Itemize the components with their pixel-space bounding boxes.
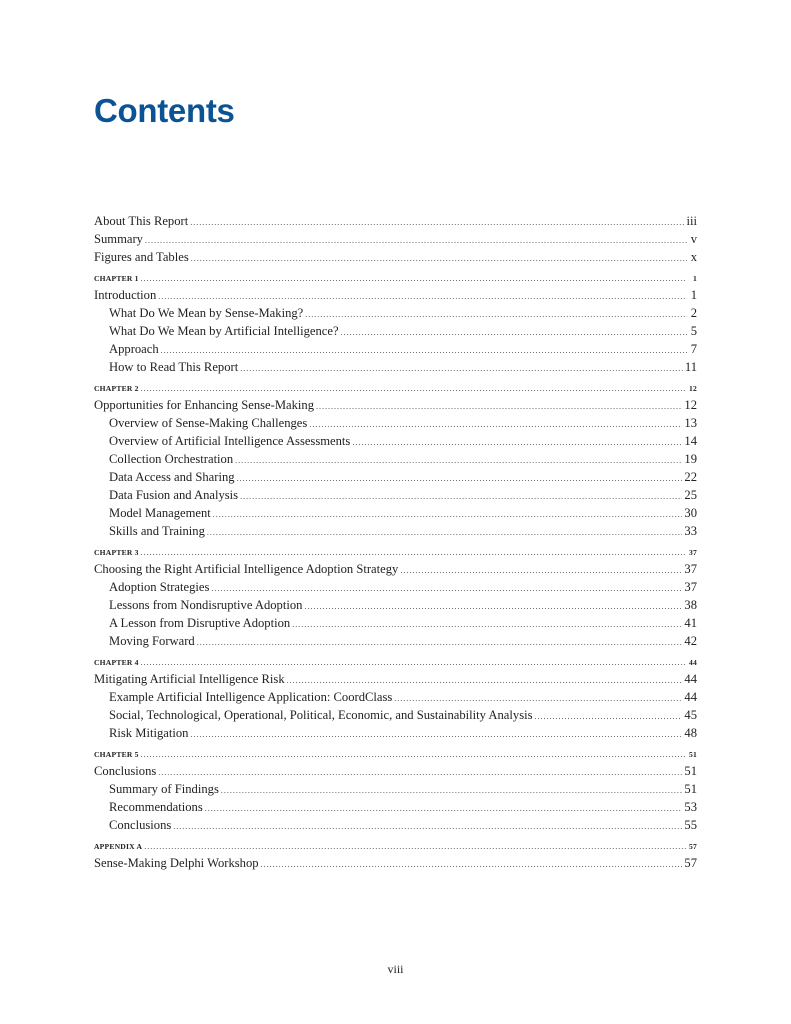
toc-entry[interactable] — [94, 304, 697, 322]
page-title: Contents — [94, 92, 235, 129]
toc-dot-leader — [207, 524, 683, 542]
toc-entry[interactable] — [94, 340, 697, 358]
toc-entry-page: 44 — [684, 672, 697, 686]
toc-entry-page: 13 — [684, 416, 697, 430]
toc-entry-title: Mitigating Artificial Intelligence Risk — [94, 672, 285, 686]
toc-entry[interactable] — [94, 414, 697, 432]
toc-dot-leader — [261, 856, 683, 874]
toc-entry[interactable] — [94, 762, 697, 780]
toc-entry-page: 22 — [684, 470, 697, 484]
toc-dot-leader — [341, 324, 687, 342]
toc-entry-title: CHAPTER 1 — [94, 274, 139, 283]
toc-entry-title: CHAPTER 5 — [94, 750, 139, 759]
toc-dot-leader — [141, 382, 687, 396]
page-number: viii — [387, 962, 404, 976]
toc-dot-leader — [141, 546, 687, 560]
toc-dot-leader — [145, 232, 687, 250]
toc-entry-page: 30 — [684, 506, 697, 520]
toc-entry[interactable] — [94, 578, 697, 596]
toc-entry[interactable] — [94, 780, 697, 798]
toc-entry-title: Data Access and Sharing — [109, 470, 235, 484]
toc-entry-page: 44 — [684, 690, 697, 704]
toc-dot-leader — [144, 840, 687, 854]
toc-entry-title: Skills and Training — [109, 524, 205, 538]
toc-entry-title: Data Fusion and Analysis — [109, 488, 239, 502]
toc-chapter-label[interactable] — [94, 546, 697, 560]
toc-entry-title: CHAPTER 2 — [94, 384, 139, 393]
toc-entry-page: 51 — [684, 782, 697, 796]
toc-entry[interactable] — [94, 560, 697, 578]
toc-entry-title: Introduction — [94, 288, 157, 302]
toc-entry-page: 51 — [684, 764, 697, 778]
toc-entry-page: iii — [686, 214, 697, 228]
toc-dot-leader — [304, 598, 682, 616]
toc-entry[interactable] — [94, 468, 697, 486]
toc-chapter-label[interactable] — [94, 656, 697, 670]
toc-entry[interactable] — [94, 396, 697, 414]
toc-dot-leader — [237, 470, 683, 488]
toc-entry-title: Moving Forward — [109, 634, 195, 648]
toc-entry-page: 44 — [689, 658, 697, 667]
toc-dot-leader — [240, 488, 682, 506]
toc-entry-page: 37 — [689, 548, 697, 557]
toc-entry[interactable] — [94, 212, 697, 230]
toc-entry-page: 42 — [684, 634, 697, 648]
toc-dot-leader — [190, 214, 684, 232]
toc-entry-page: 45 — [684, 708, 697, 722]
toc-entry[interactable] — [94, 670, 697, 688]
toc-entry-title: Summary — [94, 232, 143, 246]
toc-dot-leader — [535, 708, 683, 726]
toc-entry-page: 33 — [684, 524, 697, 538]
toc-entry-page: 7 — [690, 342, 697, 356]
toc-entry-page: 1 — [693, 274, 697, 283]
toc-chapter-label[interactable] — [94, 272, 697, 286]
toc-entry[interactable] — [94, 854, 697, 872]
toc-dot-leader — [240, 360, 683, 378]
toc-entry-title: Collection Orchestration — [109, 452, 234, 466]
toc-entry-page: 14 — [684, 434, 697, 448]
toc-entry-title: Adoption Strategies — [109, 580, 210, 594]
toc-dot-leader — [352, 434, 682, 452]
toc-entry-title: A Lesson from Disruptive Adoption — [109, 616, 291, 630]
toc-dot-leader — [309, 416, 682, 434]
toc-dot-leader — [158, 764, 682, 782]
toc-dot-leader — [400, 562, 682, 580]
toc-entry-title: Figures and Tables — [94, 250, 189, 264]
toc-entry-title: Risk Mitigation — [109, 726, 189, 740]
toc-entry[interactable] — [94, 504, 697, 522]
toc-entry-title: Example Artificial Intelligence Application: CoordClass — [109, 690, 393, 704]
toc-entry-page: x — [690, 250, 697, 264]
toc-entry-title: CHAPTER 4 — [94, 658, 139, 667]
toc-entry[interactable] — [94, 724, 697, 742]
toc-dot-leader — [191, 250, 687, 268]
toc-entry[interactable] — [94, 688, 697, 706]
toc-entry[interactable] — [94, 706, 697, 724]
toc-entry-page: 48 — [684, 726, 697, 740]
toc-entry-title: Model Management — [109, 506, 211, 520]
toc-entry[interactable] — [94, 450, 697, 468]
toc-entry-page: 5 — [690, 324, 697, 338]
toc-entry-title: Conclusions — [109, 818, 172, 832]
toc-entry[interactable] — [94, 614, 697, 632]
toc-entry-title: Approach — [109, 342, 159, 356]
toc-dot-leader — [292, 616, 682, 634]
toc-dot-leader — [141, 656, 687, 670]
toc-entry[interactable] — [94, 432, 697, 450]
toc-dot-leader — [316, 398, 682, 416]
table-of-contents — [94, 212, 697, 872]
toc-entry-page: 38 — [684, 598, 697, 612]
toc-entry-title: Recommendations — [109, 800, 203, 814]
toc-dot-leader — [305, 306, 687, 324]
toc-dot-leader — [173, 818, 682, 836]
toc-entry-page: v — [690, 232, 697, 246]
toc-entry-page: 55 — [684, 818, 697, 832]
toc-entry[interactable] — [94, 286, 697, 304]
toc-entry-title: About This Report — [94, 214, 189, 228]
toc-entry-title: Opportunities for Enhancing Sense-Making — [94, 398, 314, 412]
toc-entry-page: 37 — [684, 580, 697, 594]
toc-dot-leader — [190, 726, 682, 744]
toc-entry-title: What Do We Mean by Artificial Intelligence? — [109, 324, 339, 338]
toc-entry-title: How to Read This Report — [109, 360, 239, 374]
toc-dot-leader — [197, 634, 683, 652]
toc-entry-title: CHAPTER 3 — [94, 548, 139, 557]
toc-entry[interactable] — [94, 322, 697, 340]
toc-entry[interactable] — [94, 522, 697, 540]
toc-entry-title: What Do We Mean by Sense-Making? — [109, 306, 304, 320]
toc-entry[interactable] — [94, 486, 697, 504]
toc-entry[interactable] — [94, 798, 697, 816]
toc-entry-page: 41 — [684, 616, 697, 630]
toc-dot-leader — [205, 800, 683, 818]
toc-chapter-label[interactable] — [94, 382, 697, 396]
toc-entry-page: 12 — [689, 384, 697, 393]
toc-entry-title: APPENDIX A — [94, 842, 143, 851]
toc-entry[interactable] — [94, 596, 697, 614]
toc-entry-page: 2 — [690, 306, 697, 320]
toc-entry-page: 57 — [684, 856, 697, 870]
toc-entry-title: Conclusions — [94, 764, 157, 778]
toc-entry-title: Summary of Findings — [109, 782, 219, 796]
toc-chapter-label[interactable] — [94, 748, 697, 762]
toc-entry-page: 11 — [684, 360, 697, 374]
toc-entry[interactable] — [94, 632, 697, 650]
toc-entry-page: 1 — [690, 288, 697, 302]
toc-entry-title: Social, Technological, Operational, Political, Economic, and Sustainability Analysis — [109, 708, 533, 722]
toc-entry[interactable] — [94, 230, 697, 248]
toc-dot-leader — [141, 748, 687, 762]
toc-entry-title: Overview of Sense-Making Challenges — [109, 416, 308, 430]
toc-entry-page: 25 — [684, 488, 697, 502]
toc-entry-page: 12 — [684, 398, 697, 412]
toc-entry-page: 53 — [684, 800, 697, 814]
toc-dot-leader — [235, 452, 682, 470]
toc-entry-page: 51 — [689, 750, 697, 759]
toc-dot-leader — [141, 272, 687, 286]
toc-entry-title: Overview of Artificial Intelligence Assessments — [109, 434, 351, 448]
toc-entry-page: 19 — [684, 452, 697, 466]
toc-entry-page: 37 — [684, 562, 697, 576]
toc-entry-page: 57 — [689, 842, 697, 851]
toc-entry-title: Choosing the Right Artificial Intelligence Adoption Strategy — [94, 562, 399, 576]
toc-entry-title: Lessons from Nondisruptive Adoption — [109, 598, 303, 612]
toc-entry[interactable] — [94, 248, 697, 266]
toc-dot-leader — [161, 342, 687, 360]
toc-entry[interactable] — [94, 816, 697, 834]
toc-dot-leader — [221, 782, 683, 800]
toc-dot-leader — [213, 506, 683, 524]
toc-entry-title: Sense-Making Delphi Workshop — [94, 856, 259, 870]
toc-entry[interactable] — [94, 358, 697, 376]
toc-chapter-label[interactable] — [94, 840, 697, 854]
